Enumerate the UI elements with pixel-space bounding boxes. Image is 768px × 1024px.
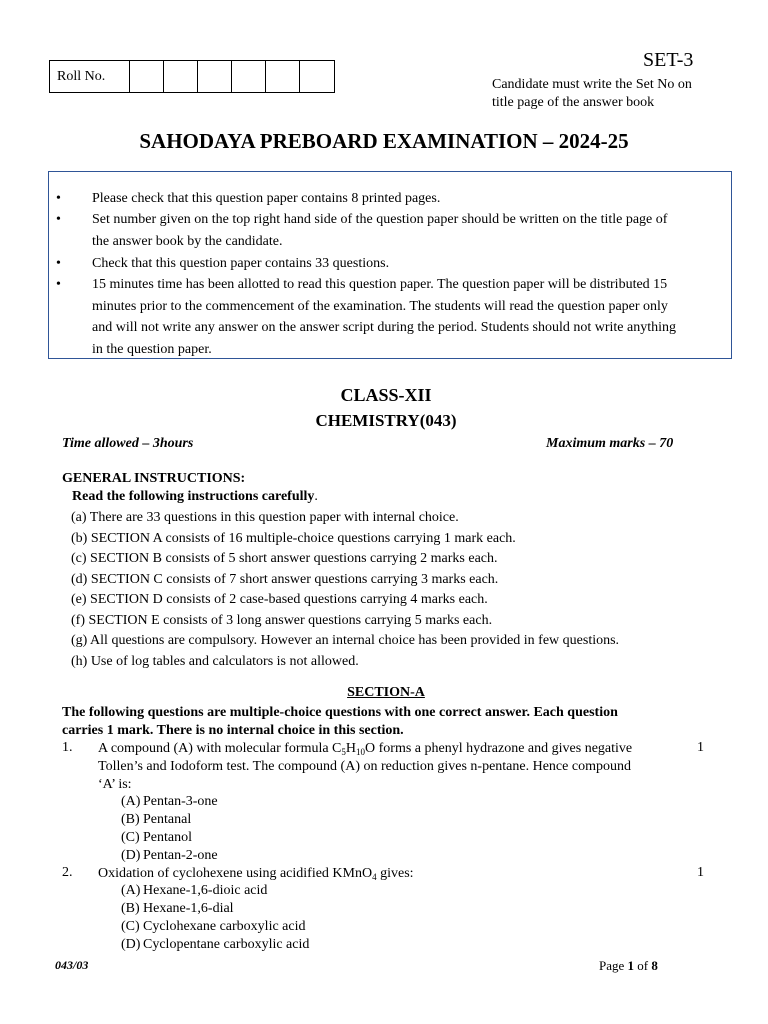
question-text-part: O forms a phenyl hydrazone and gives negative — [365, 741, 633, 756]
page-word: Page — [599, 958, 625, 973]
instruction-item: (g) All questions are compulsory. However an internal choice has been provided in few questions. — [71, 633, 620, 648]
time-allowed: Time allowed – 3hours — [62, 436, 194, 451]
roll-number-label: Roll No. — [50, 61, 130, 92]
question-text — [98, 865, 678, 883]
set-note — [492, 76, 742, 112]
option-text: Cyclopentane carboxylic acid — [143, 937, 310, 952]
bullet-icon: • — [56, 191, 61, 206]
of-word: of — [637, 958, 649, 973]
question-text-part: H — [345, 741, 357, 756]
maximum-marks: Maximum marks – 70 — [546, 436, 674, 451]
total-pages: 8 — [651, 958, 658, 973]
subscript: 5 — [341, 747, 346, 757]
option-text: Hexane-1,6-dial — [143, 901, 234, 916]
subscript: 4 — [372, 872, 377, 882]
roll-number-cell[interactable] — [130, 61, 164, 92]
bullet-icon: • — [56, 277, 61, 292]
option-text: Cyclohexane carboxylic acid — [143, 919, 306, 934]
notice-text: the answer book by the candidate. — [92, 233, 283, 249]
instruction-item: (b) SECTION A consists of 16 multiple-choice questions carrying 1 mark each. — [71, 530, 516, 546]
instruction-item: (c) SECTION B consists of 5 short answer questions carrying 2 marks each. — [71, 551, 498, 566]
exam-title: SAHODAYA PREBOARD EXAMINATION – 2024-25 — [139, 129, 629, 153]
question-number: 1. — [62, 740, 73, 755]
notice-text: 15 minutes time has been allotted to read this question paper. The question paper will be distributed 15 — [92, 277, 668, 292]
option-b[interactable] — [121, 901, 234, 917]
notice-item — [56, 253, 725, 275]
set-note-line: Candidate must write the Set No on — [492, 77, 692, 92]
section-description-line: carries 1 mark. There is no internal choice in this section. — [62, 723, 404, 738]
question-marks: 1 — [697, 865, 704, 880]
set-note-line: title page of the answer book — [492, 95, 655, 110]
roll-number-box — [49, 60, 335, 93]
option-key: (D) — [121, 937, 141, 952]
option-key: (D) — [121, 848, 141, 863]
roll-number-cell[interactable] — [300, 61, 334, 92]
option-text: Pentan-2-one — [143, 848, 218, 863]
instruction-item: (d) SECTION C consists of 7 short answer questions carrying 3 marks each. — [71, 571, 499, 587]
paper-code: 043/03 — [55, 958, 89, 972]
option-key: (B) — [121, 812, 140, 827]
notice-item — [56, 188, 725, 210]
general-instructions-heading: GENERAL INSTRUCTIONS: — [62, 471, 246, 486]
instruction-item: (a) There are 33 questions in this question paper with internal choice. — [71, 510, 459, 525]
option-text: Hexane-1,6-dioic acid — [143, 883, 268, 898]
option-d[interactable] — [121, 848, 218, 864]
roll-number-cell[interactable] — [232, 61, 266, 92]
bullet-icon: • — [56, 256, 61, 271]
option-key: (A) — [121, 883, 141, 898]
current-page: 1 — [627, 958, 635, 973]
question-text-part: A compound (A) with molecular formula C — [98, 741, 342, 756]
instruction-item: (h) Use of log tables and calculators is not allowed. — [71, 653, 359, 669]
option-key: (C) — [121, 830, 140, 845]
option-key: (B) — [121, 901, 140, 916]
bullet-icon: • — [56, 212, 61, 227]
option-a[interactable] — [121, 883, 267, 899]
option-key: (A) — [121, 794, 141, 809]
option-text: Pentanal — [143, 812, 192, 827]
subscript: 10 — [356, 747, 366, 757]
notice-item — [56, 209, 725, 252]
instructions-box — [48, 171, 732, 359]
option-key: (C) — [121, 919, 140, 934]
set-number: SET-3 — [643, 49, 694, 71]
read-instructions-line: Read the following instructions carefully. — [72, 489, 318, 504]
subject-heading: CHEMISTRY(043) — [315, 411, 457, 430]
page-number — [599, 958, 658, 974]
option-d[interactable] — [121, 937, 309, 953]
option-text: Pentan-3-one — [143, 794, 218, 809]
class-heading: CLASS-XII — [340, 385, 432, 405]
notice-text: Set number given on the top right hand side of the question paper should be written on the title page of — [92, 212, 668, 227]
instruction-item: (e) SECTION D consists of 2 case-based questions carrying 4 marks each. — [71, 592, 488, 607]
notice-text: in the question paper. — [92, 341, 212, 357]
question-text-part: gives: — [376, 866, 414, 881]
notice-text: Please check that this question paper contains 8 printed pages. — [92, 191, 441, 206]
question-marks: 1 — [697, 740, 704, 755]
question-line — [98, 740, 678, 758]
notice-item — [56, 274, 725, 360]
roll-number-cell[interactable] — [266, 61, 300, 92]
notice-text: Check that this question paper contains 33 questions. — [92, 256, 390, 271]
option-b[interactable] — [121, 812, 191, 828]
roll-number-cell[interactable] — [164, 61, 198, 92]
read-instructions-text: Read the following instructions carefully — [72, 489, 315, 504]
section-description-line: The following questions are multiple-choice questions with one correct answer. Each question — [62, 705, 618, 720]
question-line: ‘A’ is: — [98, 777, 132, 792]
option-a[interactable] — [121, 794, 218, 810]
option-c[interactable] — [121, 919, 305, 935]
option-text: Pentanol — [143, 830, 192, 845]
section-description — [62, 704, 707, 740]
roll-number-cell[interactable] — [198, 61, 232, 92]
question-text-part: Oxidation of cyclohexene using acidified KMnO — [98, 866, 373, 881]
notice-text: minutes prior to the commencement of the examination. The students will read the question paper only — [92, 298, 668, 314]
option-c[interactable] — [121, 830, 192, 846]
notice-text: and will not write any answer on the answer script during the period. Students should not write anything — [92, 320, 677, 335]
question-number: 2. — [62, 865, 73, 880]
instruction-item: (f) SECTION E consists of 3 long answer questions carrying 5 marks each. — [71, 612, 493, 628]
question-text — [98, 740, 678, 794]
section-heading: SECTION-A — [347, 685, 425, 700]
question-line: Tollen’s and Iodoform test. The compound (A) on reduction gives n-pentane. Hence compound — [98, 759, 631, 774]
